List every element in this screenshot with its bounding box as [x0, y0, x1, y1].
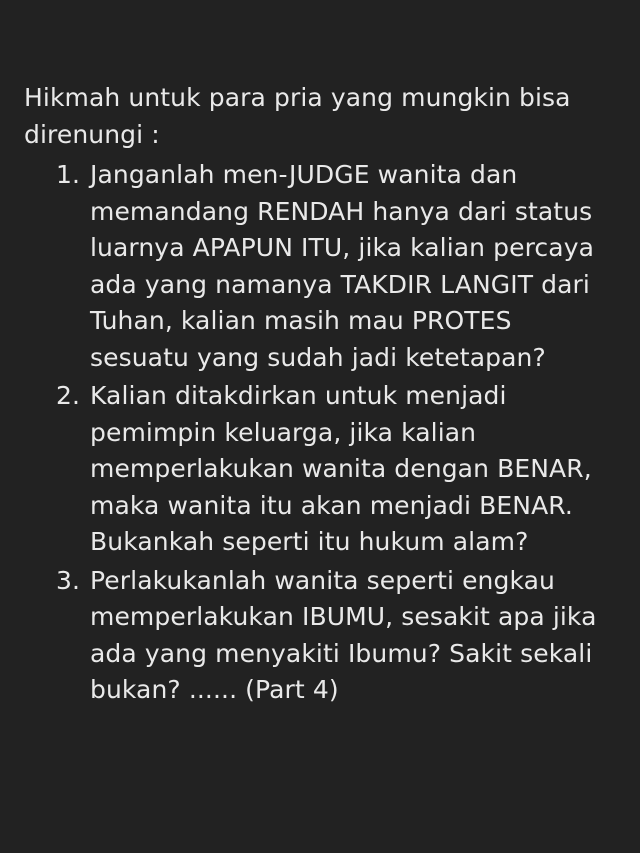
intro-paragraph: Hikmah untuk para pria yang mungkin bisa direnungi : — [24, 83, 571, 149]
list-item: Kalian ditakdirkan untuk menjadi pemimpin keluarga, jika kalian memperlakukan wanita dengan BENAR, maka wanita itu akan menjadi BENAR. Bukankah seperti itu hukum alam? — [90, 381, 592, 556]
numbered-list — [24, 157, 616, 709]
list-item: Perlakukanlah wanita seperti engkau memperlakukan IBUMU, sesakit apa jika ada yang menyakiti Ibumu? Sakit sekali bukan? ...... (Part 4) — [90, 565, 597, 704]
list-item: Janganlah men-JUDGE wanita dan memandang RENDAH hanya dari status luarnya APAPUN ITU, jika kalian percaya ada yang namanya TAKDIR LANGIT dari Tuhan, kalian masih mau PROTES sesuatu yang sudah jadi ketetapan? — [90, 160, 595, 372]
